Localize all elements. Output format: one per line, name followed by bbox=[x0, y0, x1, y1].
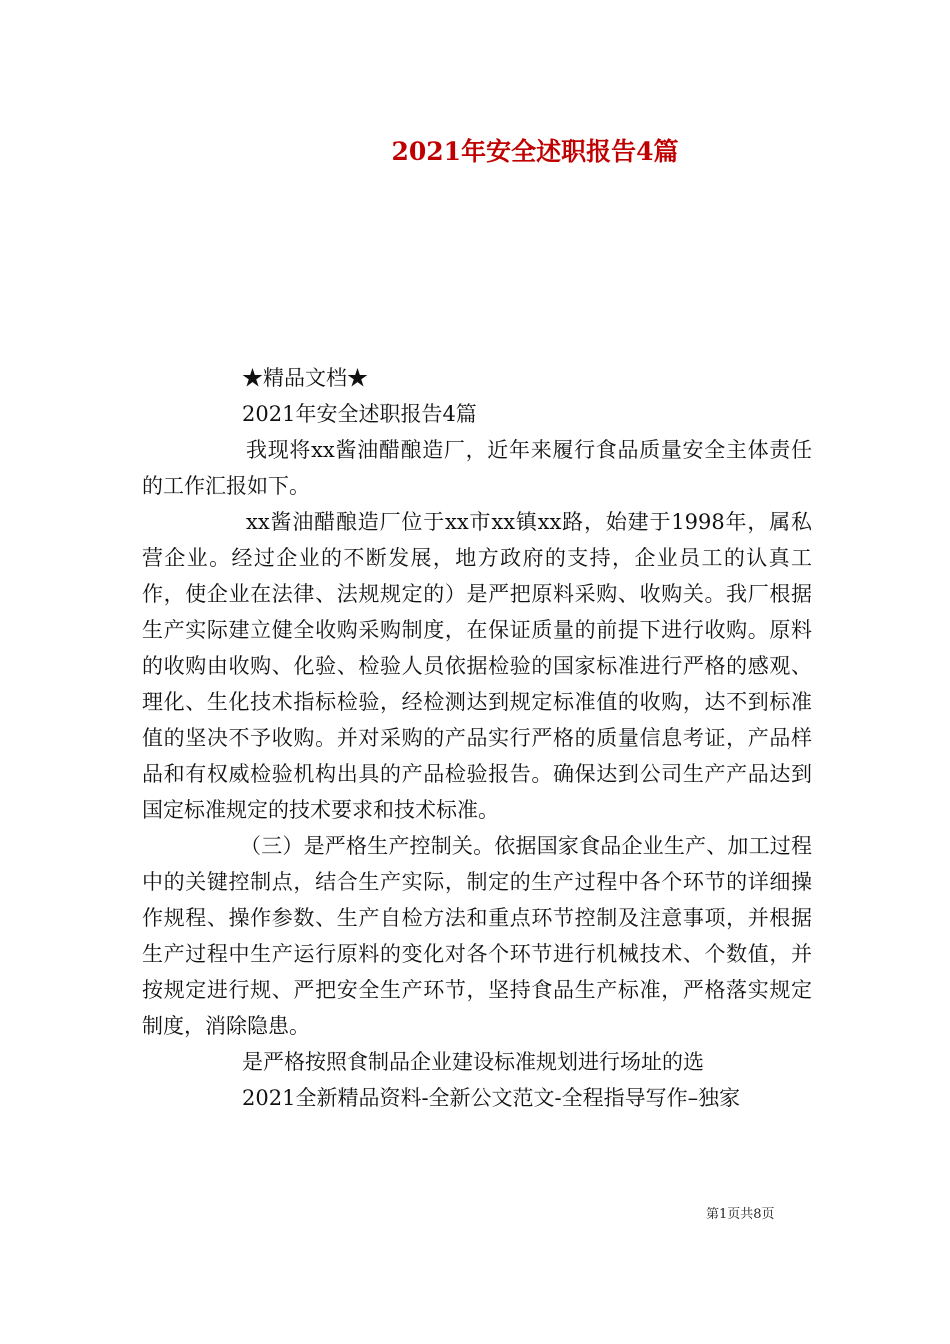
paragraph-production-control: （三）是严格生产控制关。依据国家食品企业生产、加工过程中的关键控制点，结合生产实际，制定的生产过程中各个环节的详细操作规程、操作参数、生产自检方法和重点环节控制及注意事项，并根据生产过程中生产运行原料的变化对各个环节进行机械技术、个数值，并按规定进行规、严把安全生产环节，坚持食品生产标准，严格落实规定制度，消除隐患。 bbox=[142, 834, 812, 1038]
page-number: 第1页共8页 bbox=[706, 1207, 775, 1222]
document-subtitle: 2021年安全述职报告4篇 bbox=[242, 402, 477, 426]
paragraph-site-selection: 是严格按照食制品企业建设标准规划进行场址的选 bbox=[242, 1050, 704, 1074]
document-body bbox=[142, 360, 812, 1116]
quality-badge: ★精品文档★ bbox=[242, 366, 368, 390]
paragraph-company: xx酱油醋酿造厂位于xx市xx镇xx路，始建于1998年，属私营企业。经过企业的不断发展，地方政府的支持，企业员工的认真工作，使企业在法律、法规规定的）是严把原料采购、收购关。我厂根据生产实际建立健全收购采购制度，在保证质量的前提下进行收购。原料的收购由收购、化验、检验人员依据检验的国家标准进行严格的感观、理化、生化技术指标检验，经检测达到规定标准值的收购，达不到标准值的坚决不予收购。并对采购的产品实行严格的质量信息考证，产品样品和有权威检验机构出具的产品检验报告。确保达到公司生产产品达到国定标准规定的技术要求和技术标准。 bbox=[142, 510, 812, 822]
paragraph-intro: 我现将xx酱油醋酿造厂，近年来履行食品质量安全主体责任的工作汇报如下。 bbox=[142, 438, 812, 498]
document-title: 2021年安全述职报告4篇 bbox=[391, 137, 679, 166]
paragraph-promo: 2021全新精品资料-全新公文范文-全程指导写作–独家 bbox=[242, 1086, 741, 1110]
